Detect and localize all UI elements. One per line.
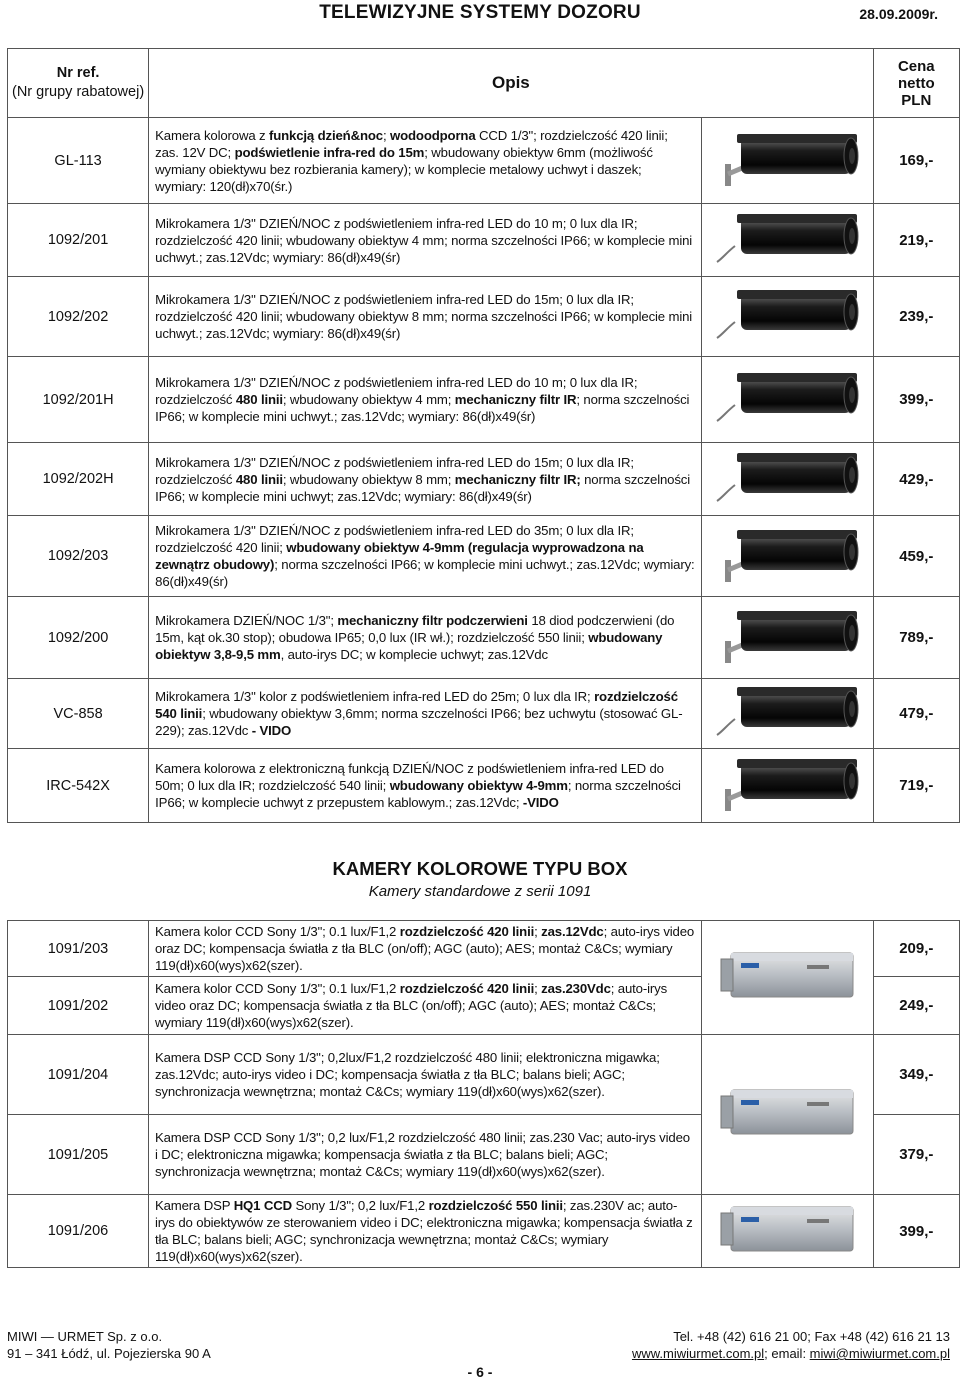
table-row <box>8 749 960 823</box>
footer-company: MIWI — URMET Sp. z o.o. <box>7 1329 163 1344</box>
desc-text: ; wbudowany obiektyw 3,6mm; norma szczelności IP66; bez uchwytu (stosować GL-229); zas.12Vdc <box>155 706 683 738</box>
product-image-cell <box>701 118 873 204</box>
product-ref: 1092/202H <box>8 443 149 516</box>
desc-text: Mikrokamera 1/3" DZIEŃ/NOC z podświetleniem infra-red LED do 15m; 0 lux dla IR; rozdzielczość 420 linii; wbudowany obiektyw 8 mm; norma szczelności IP66; w komplecie mini uchwyt.; zas.12Vdc; wymiary: 86(dł)x49(śr) <box>155 292 693 341</box>
desc-text: ; norma szczelności IP66; w komplecie uchwyt z przepustem kablowym.; zas.12Vdc; <box>155 778 681 810</box>
table-row <box>8 443 960 516</box>
bullet-camera-icon <box>707 445 867 509</box>
product-ref: 1092/203 <box>8 516 149 597</box>
bullet-camera-icon <box>707 365 867 429</box>
box-camera-icon <box>707 1197 867 1261</box>
product-price: 719,- <box>873 749 959 823</box>
product-ref: IRC-542X <box>8 749 149 823</box>
desc-text: ; auto-irys video oraz DC; kompensacja światła z tła BLC (on/off); AGC (auto); AES; montaż C&Cs; wymiary 119(dł)x60(wys)x62(szer). <box>154 924 695 973</box>
box-camera-icon <box>707 1080 867 1144</box>
product-price: 479,- <box>873 679 959 749</box>
product-ref: 1092/202 <box>8 277 149 357</box>
product-description <box>148 1035 701 1115</box>
desc-text: ; wbudowany obiektyw 6mm (możliwość wymiany obiektywu bez rozbierania kamery); w komplecie metalowy uchwyt i daszek; wymiary: 120(dł)x70(śr.) <box>155 144 653 194</box>
product-image-cell <box>701 749 873 823</box>
product-price: 169,- <box>873 118 959 204</box>
product-price: 399,- <box>873 1195 959 1268</box>
product-image-cell <box>701 1195 873 1268</box>
table-header-row <box>8 49 960 118</box>
desc-text: , auto-irys DC; w komplecie uchwyt; zas.12Vdc <box>280 647 548 662</box>
table-row <box>8 1035 960 1115</box>
bullet-camera-bracket-icon <box>707 126 867 190</box>
product-description <box>149 516 702 597</box>
desc-text: Kamera DSP CCD Sony 1/3"; 0,2lux/F1,2 rozdzielczość 480 linii; elektroniczna migawka; zas.12Vdc; auto-irys video i DC; kompensacja światła z tła BLC; balans bieli; AGC; synchronizacja wewnętrzna; montaż C&Cs; wymiary 119(dł)x60(wys)x62(szer). <box>154 1050 660 1099</box>
product-image-cell <box>701 443 873 516</box>
desc-text: ; norma szczelności IP66; w komplecie mini uchwyt.; zas.12Vdc; wymiary: 86(dł)x49(śr) <box>155 557 695 589</box>
desc-text: ; auto-irys video oraz DC; kompensacja światła z tła BLC (on/off); AGC (auto); AES; montaż C&Cs; wymiary 119(dł)x60(wys)x62(szer). <box>154 981 668 1030</box>
desc-text: ; norma szczelności IP66; w komplecie mini uchwyt.; zas.12Vdc; wymiary: 86(dł)x49(śr) <box>155 392 690 424</box>
column-header-price-line3: PLN <box>901 91 932 109</box>
page-title: TELEWIZYJNE SYSTEMY DOZORU <box>319 2 641 23</box>
product-price: 789,- <box>873 597 959 679</box>
desc-text: ; wbudowany obiektyw 8 mm; <box>282 471 455 487</box>
footer-website-link[interactable]: www.miwiurmet.com.pl <box>631 1346 765 1361</box>
desc-text: Mikrokamera DZIEŃ/NOC 1/3"; <box>155 613 338 628</box>
table-row <box>8 516 960 597</box>
product-ref: 1091/202 <box>8 977 149 1035</box>
column-header-ref <box>8 49 149 118</box>
bullet-camera-icon <box>707 206 867 270</box>
column-header-desc: Opis <box>149 49 873 118</box>
desc-text: CCD 1/3"; rozdzielczość 420 linii; zas. 12V DC; <box>155 127 668 160</box>
section-title: KAMERY KOLOROWE TYPU BOX <box>332 858 628 879</box>
desc-bold-text: rozdzielczość 550 linii <box>428 1198 563 1213</box>
product-description <box>149 277 702 357</box>
desc-bold-text: wbudowany obiektyw 3,8-9,5 mm <box>155 630 663 662</box>
product-image-cell <box>701 277 873 357</box>
desc-bold-text: mechaniczny filtr IR; <box>454 471 581 487</box>
desc-bold-text: -VIDO <box>522 795 559 810</box>
product-ref: 1091/205 <box>8 1115 149 1195</box>
bullet-camera-bracket-icon <box>707 522 867 586</box>
desc-text: ; wbudowany obiektyw 4 mm; <box>282 392 455 407</box>
desc-bold-text: 480 linii <box>235 392 283 407</box>
document-date: 28.09.2009r. <box>859 6 938 22</box>
product-description <box>149 204 702 277</box>
desc-bold-text: - VIDO <box>251 723 292 738</box>
table-row <box>8 357 960 443</box>
footer-email-link[interactable]: miwi@miwiurmet.com.pl <box>809 1346 950 1361</box>
table-row <box>8 921 960 977</box>
desc-text: Kamera DSP <box>154 1198 234 1213</box>
product-image-cell <box>701 921 873 1035</box>
desc-bold-text: wbudowany obiektyw 4-9mm (regulacja wyprowadzona na zewnątrz obudowy) <box>155 540 644 572</box>
desc-text: Kamera kolorowa z elektroniczną funkcją DZIEŃ/NOC z podświetleniem infra-red LED do 50m; 0 lux dla IR; rozdzielczość 540 linii; <box>155 761 664 793</box>
product-price: 239,- <box>873 277 959 357</box>
desc-bold-text: rozdzielczość 420 linii <box>399 981 535 996</box>
product-description <box>148 977 701 1035</box>
box-camera-table <box>7 920 960 1268</box>
product-ref: 1091/203 <box>8 921 149 977</box>
column-header-ref-title: Nr ref. <box>56 65 100 81</box>
desc-text: ; <box>382 127 390 143</box>
product-description <box>149 679 702 749</box>
bullet-camera-icon <box>707 679 867 743</box>
desc-text: Mikrokamera 1/3" DZIEŃ/NOC z podświetleniem infra-red LED do 35m; 0 lux dla IR; rozdzielczość 420 linii; <box>155 523 634 555</box>
desc-text: Kamera kolorowa z <box>155 127 269 143</box>
desc-text: ; <box>534 981 542 996</box>
desc-bold-text: 480 linii <box>235 471 283 487</box>
table-row <box>8 204 960 277</box>
desc-text: 18 diod podczerwieni (do 15m, kąt ok.30 stop); obudowa IP65; 0,0 lux (IR wł.); rozdzielczość 550 linii; <box>155 613 675 645</box>
box-camera-icon <box>707 943 867 1007</box>
footer-contact-block <box>632 1328 950 1362</box>
desc-text: ; zas.230V ac; auto-irys do obiektywów ze sterowaniem video i DC; elektroniczna migawka; kompensacja światła z tła BLC; balans bieli; AGC; synchronizacja wewnętrzna; montaż C&Cs; wymiary 119(dł)x60(wys)x62(szer). <box>154 1198 693 1264</box>
product-description <box>148 921 701 977</box>
product-image-cell <box>701 1035 873 1195</box>
product-ref: 1092/201 <box>8 204 149 277</box>
footer-company-block <box>7 1328 211 1362</box>
bullet-camera-icon <box>707 282 867 346</box>
table-row <box>8 118 960 204</box>
desc-text: Kamera kolor CCD Sony 1/3"; 0.1 lux/F1,2 <box>154 924 400 939</box>
desc-text: Kamera DSP CCD Sony 1/3"; 0,2 lux/F1,2 rozdzielczość 480 linii; zas.230 Vac; auto-irys video i DC; elektroniczna migawka; kompensacja światła z tła BLC; balans bieli; AGC; synchronizacja wewnętrzna; montaż C&Cs; wymiary 119(dł)x60(wys)x62(szer). <box>154 1130 690 1179</box>
product-description <box>149 357 702 443</box>
desc-bold-text: HQ1 CCD <box>233 1198 292 1213</box>
product-description <box>148 1115 701 1195</box>
product-description <box>149 443 702 516</box>
product-description <box>149 749 702 823</box>
table-row <box>8 679 960 749</box>
table-row <box>8 277 960 357</box>
product-ref: 1091/204 <box>8 1035 149 1115</box>
footer-phone: Tel. +48 (42) 616 21 00; Fax +48 (42) 616 21 13 <box>673 1329 950 1344</box>
desc-text: ; <box>534 924 542 939</box>
product-price: 349,- <box>873 1035 959 1115</box>
product-ref: 1092/201H <box>8 357 149 443</box>
desc-bold-text: zas.230Vdc <box>541 981 611 996</box>
bullet-camera-table <box>7 48 960 823</box>
product-ref: 1092/200 <box>8 597 149 679</box>
desc-text: norma szczelności IP66; w komplecie mini uchwyt; zas.12Vdc; wymiary: 86(dł)x49(śr) <box>155 471 691 504</box>
product-description <box>148 1195 701 1268</box>
bullet-camera-bracket-icon <box>707 751 867 815</box>
column-header-price-line1: Cena <box>897 57 935 75</box>
table-row <box>8 1195 960 1268</box>
desc-bold-text: podświetlenie infra-red do 15m <box>234 144 425 160</box>
product-image-cell <box>701 679 873 749</box>
desc-text: Mikrokamera 1/3" DZIEŃ/NOC z podświetleniem infra-red LED do 15m; 0 lux dla IR; rozdzielczość <box>155 454 634 487</box>
column-header-price-line2: netto <box>897 74 935 92</box>
product-image-cell <box>701 516 873 597</box>
footer-web-email <box>632 1345 950 1362</box>
section-subtitle: Kamery standardowe z serii 1091 <box>368 883 592 900</box>
desc-text: Mikrokamera 1/3" DZIEŃ/NOC z podświetleniem infra-red LED do 10 m; 0 lux dla IR; rozdzielczość <box>155 375 638 407</box>
product-price: 209,- <box>873 921 959 977</box>
column-header-ref-subtitle: (Nr grupy rabatowej) <box>11 84 145 100</box>
column-header-price <box>873 49 959 118</box>
desc-bold-text: rozdzielczość 420 linii <box>399 924 535 939</box>
product-price: 249,- <box>873 977 959 1035</box>
desc-text: Mikrokamera 1/3" DZIEŃ/NOC z podświetleniem infra-red LED do 10 m; 0 lux dla IR; rozdzielczość 420 linii; wbudowany obiektyw 4 mm; norma szczelności IP66; w komplecie mini uchwyt.; zas.12Vdc; wymiary: 86(dł)x49(śr) <box>155 215 693 265</box>
bullet-camera-bracket-icon <box>707 603 867 667</box>
desc-bold-text: funkcją dzień&noc <box>269 127 383 143</box>
product-image-cell <box>701 204 873 277</box>
product-image-cell <box>701 357 873 443</box>
desc-text: Mikrokamera 1/3" kolor z podświetleniem infra-red LED do 25m; 0 lux dla IR; <box>155 689 595 704</box>
desc-bold-text: mechaniczny filtr podczerwieni <box>337 613 528 628</box>
product-ref: 1091/206 <box>8 1195 149 1268</box>
product-price: 379,- <box>873 1115 959 1195</box>
footer-email-label: ; email: <box>764 1346 810 1361</box>
desc-bold-text: zas.12Vdc <box>541 924 604 939</box>
product-ref: GL-113 <box>8 118 149 204</box>
product-price: 399,- <box>873 357 959 443</box>
desc-text: Kamera kolor CCD Sony 1/3"; 0.1 lux/F1,2 <box>154 981 400 996</box>
desc-bold-text: wbudowany obiektyw 4-9mm <box>389 778 568 793</box>
product-price: 429,- <box>873 443 959 516</box>
product-image-cell <box>701 597 873 679</box>
desc-bold-text: wodoodporna <box>390 127 476 143</box>
table-row <box>8 597 960 679</box>
desc-text: Sony 1/3"; 0,2 lux/F1,2 <box>292 1198 429 1213</box>
product-ref: VC-858 <box>8 679 149 749</box>
desc-bold-text: rozdzielczość 540 linii <box>155 689 678 721</box>
product-price: 219,- <box>873 204 959 277</box>
page-number: - 6 - <box>467 1364 493 1380</box>
product-price: 459,- <box>873 516 959 597</box>
product-description <box>149 118 702 204</box>
product-description <box>149 597 702 679</box>
footer-address: 91 – 341 Łódź, ul. Pojezierska 90 A <box>7 1346 211 1361</box>
desc-bold-text: mechaniczny filtr IR <box>454 392 577 407</box>
